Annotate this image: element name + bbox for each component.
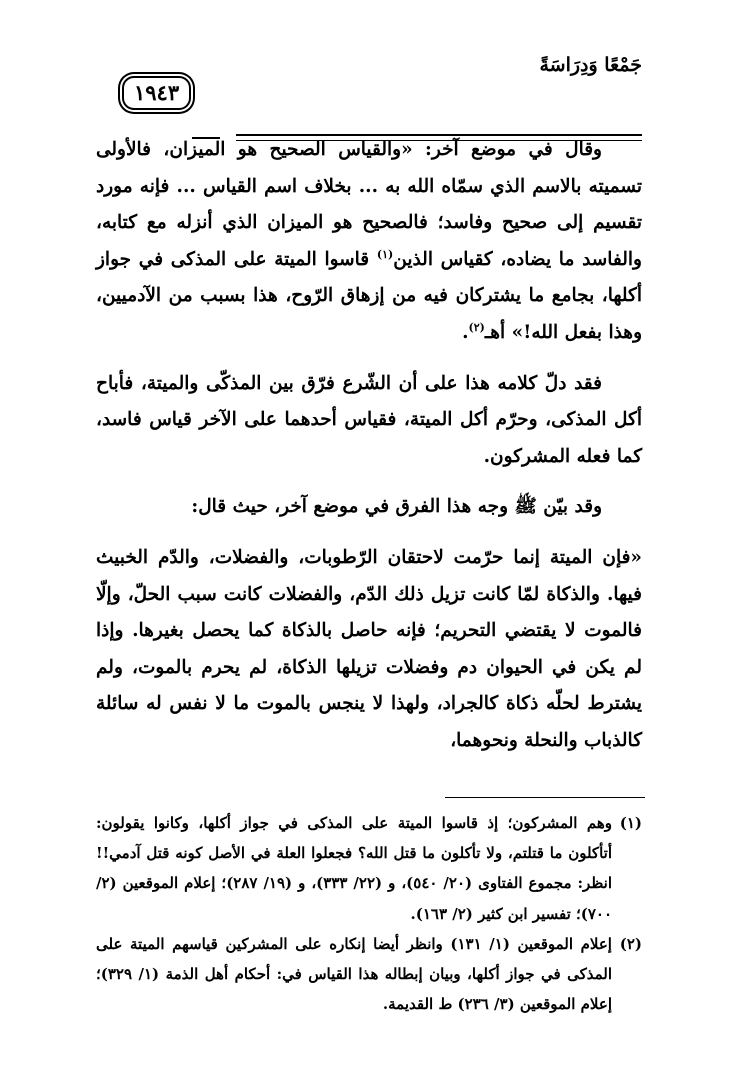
footnote-1 — [96, 808, 642, 929]
paragraph-intro: وقد بيّن ﷺ وجه هذا الفرق في موضع آخر، حيث قال: — [191, 496, 602, 518]
footnotes — [96, 808, 642, 1019]
footnote-text: وهم المشركون؛ إذ قاسوا الميتة على المذكى في جواز أكلها، وكانوا يقولون: أتأكلون ما قتلتم، ولا تأكلون ما قتل الله؟ فجعلوا العلة في الأصل كونه قتل آدمي!! انظر: مجموع الفتاوى (٢٠/ ٥٤٠)، و (٢٢/ ٣٣٣)، و (١٩/ ٢٨٧)؛ إعلام الموقعين (٢/ ٧٠٠)؛ تفسير ابن كثير (٢/ ١٦٣). — [96, 814, 612, 923]
page-number: ١٩٤٣ — [122, 76, 191, 110]
running-title: جَمْعًا وَدِرَاسَةً — [539, 54, 642, 76]
paragraph-text: وقال في موضع آخر: «والقياس الصحيح هو الميزان، فالأولى تسميته بالاسم الذي سمّاه الله به ... بخلاف اسم القياس ... فإنه مورد تقسيم إلى صحيح وفاسد؛ فالصحيح هو الميزان الذي أنزله مع كتابه، والفاسد ما يضاده، كقياس الذين — [96, 139, 642, 270]
paragraph-quote-2: «فإن الميتة إنما حرّمت لاحتقان الرّطوبات، والفضلات، والدّم الخبيث فيها. والذكاة لمّا كانت تزيل ذلك الدّم، والفضلات كانت سبب الحلّ، وإلّا فالموت لا يقتضي التحريم؛ فإنه حاصل بالذكاة كما يحصل بغيرها. وإذا لم يكن في الحيوان دم وفضلات تزيلها الذكاة، لم يحرم بالموت، ولم يشترط لحلّه ذكاة كالجراد، ولهذا لا ينجس بالموت ما لا نفس له سائلة كالذباب والنحلة ونحوهما، — [96, 546, 642, 751]
main-text — [96, 132, 642, 760]
footnote-separator — [445, 797, 645, 798]
page-header — [96, 48, 642, 108]
paragraph-end: . — [462, 321, 469, 343]
footnote-text: إعلام الموقعين (١/ ١٣١) وانظر أيضا إنكاره على المشركين قياسهم الميتة على المذكى في جواز أكلها، وبيان إبطاله هذا القياس في: أحكام أهل الذمة (١/ ٣٢٩)؛ إعلام الموقعين (٣/ ٢٣٦) ط القديمة. — [96, 934, 612, 1014]
paragraph-text: قاسوا الميتة على المذكى في جواز أكلها، بجامع ما يشتركان فيه من إزهاق الرّوح، هذا بسبب من الآدميين، وهذا بفعل الله!» أهـ — [96, 248, 642, 343]
footnote-2 — [96, 929, 642, 1020]
footnote-ref: (٢) — [468, 320, 485, 334]
paragraph-quote-1 — [96, 132, 642, 352]
footnote-ref: (١) — [376, 247, 394, 261]
paragraph-commentary: فقد دلّ كلامه هذا على أن الشّرع فرّق بين المذكّى والميتة، فأباح أكل المذكى، وحرّم أكل الميتة، فقياس أحدهما على الآخر قياس فاسد، كما فعله المشركون. — [96, 372, 642, 467]
footnote-number: (٢) — [619, 934, 642, 953]
footnote-number: (١) — [619, 814, 642, 832]
